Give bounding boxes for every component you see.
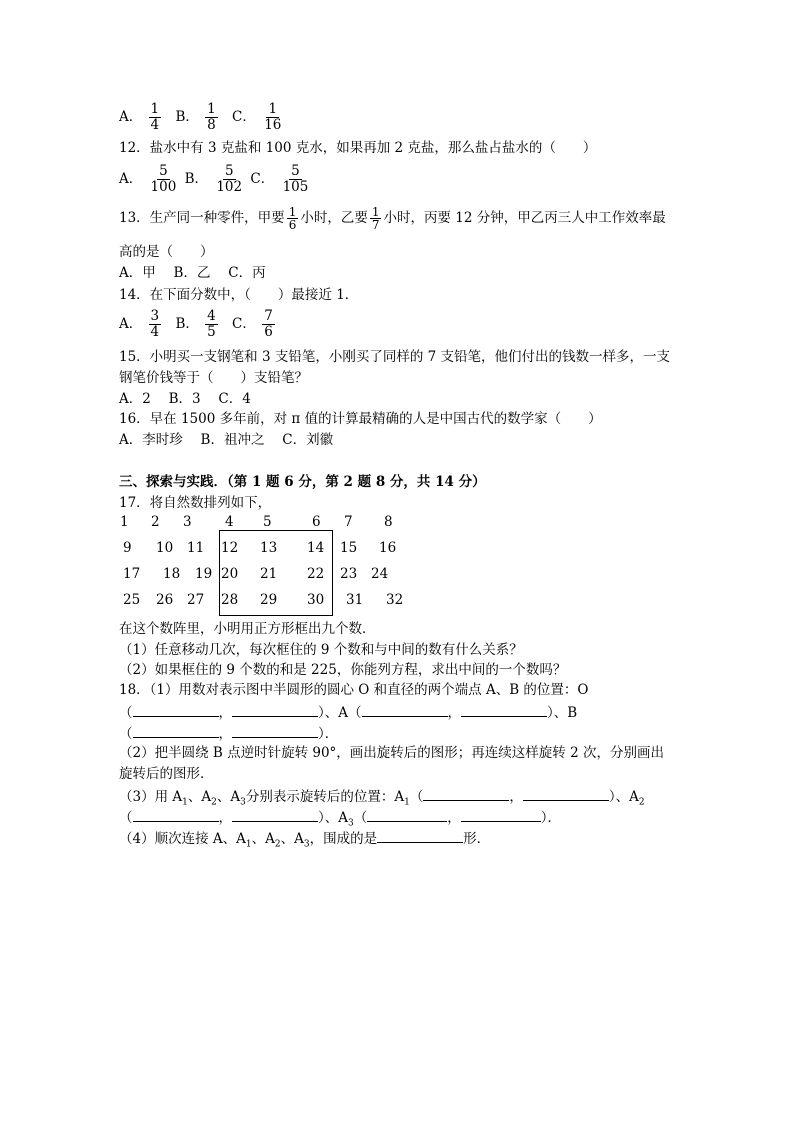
q12-options: A． $\frac{5}{100}$ B． $\frac{5}{102}$ C． $\frac{5}{105}$ — [119, 163, 309, 195]
answer-blank[interactable] — [232, 724, 318, 738]
grid-number: 5 — [263, 514, 272, 530]
answer-blank[interactable] — [377, 829, 463, 843]
grid-number: 30 — [307, 592, 325, 608]
fraction: $\frac{5}{102}$ — [216, 163, 243, 195]
q18-line5: 旋转后的图形． — [119, 766, 214, 782]
q17-sub2: （2）如果框住的 9 个数的和是 225，你能列方程，求出中间的一个数吗？ — [119, 662, 567, 678]
fraction: $\frac{7}{6}$ — [264, 308, 273, 340]
option-b-label: B． — [175, 109, 199, 125]
q17-intro: 17．将自然数排列如下， — [119, 495, 272, 511]
grid-number: 6 — [312, 514, 321, 530]
grid-number: 20 — [221, 566, 239, 582]
grid-number: 25 — [123, 592, 141, 608]
q15-line2: 钢笔价钱等于（ ）支铅笔？ — [119, 370, 308, 386]
grid-number: 11 — [187, 540, 205, 556]
q14-options: A． $\frac{3}{4}$ B． $\frac{4}{5}$ C． $\frac{7}{6}$ — [119, 308, 273, 340]
q14-text: 14．在下面分数中，（ ）最接近 1． — [119, 287, 359, 303]
q18-line6: （3）用 $A_1$、$A_2$、$A_3$分别表示旋转后的位置：$A_1$（ ， ）、$A_2$ — [119, 789, 645, 808]
grid-number: 15 — [340, 540, 358, 556]
fraction: $\frac{4}{5}$ — [207, 308, 216, 340]
option-a-label: A． — [119, 109, 143, 125]
grid-number: 29 — [260, 592, 278, 608]
answer-blank[interactable] — [367, 808, 447, 822]
grid-number: 10 — [156, 540, 174, 556]
grid-number: 16 — [379, 540, 397, 556]
grid-number: 24 — [371, 566, 389, 582]
q18-line3: （ ， ）． — [119, 726, 339, 742]
answer-blank[interactable] — [133, 724, 219, 738]
grid-number: 27 — [187, 592, 205, 608]
fraction: $\frac{1}{8}$ — [207, 101, 216, 133]
fraction: $\frac{1}{4}$ — [150, 101, 160, 133]
grid-number: 1 — [120, 514, 129, 530]
q13-options: A．甲 B．乙 C．丙 — [119, 265, 266, 281]
answer-blank[interactable] — [232, 703, 318, 717]
grid-number: 7 — [344, 514, 353, 530]
q12-text: 12．盐水中有 3 克盐和 100 克水，如果再加 2 克盐，那么盐占盐水的（ ） — [119, 140, 597, 156]
q16-line1: 16．早在 1500 多年前，对 π 值的计算最精确的人是中国古代的数学家（ ） — [119, 411, 602, 427]
grid-number: 28 — [221, 592, 239, 608]
section-heading: 三、探索与实践．（第 1 题 6 分，第 2 题 8 分，共 14 分） — [119, 474, 486, 490]
answer-blank[interactable] — [362, 703, 448, 717]
answer-blank[interactable] — [232, 808, 318, 822]
grid-number: 22 — [307, 566, 325, 582]
q15-options: A．2 B．3 C．4 — [119, 391, 251, 407]
answer-blank[interactable] — [133, 703, 219, 717]
grid-number: 31 — [346, 592, 364, 608]
q18-line4: （2）把半圆绕 B 点逆时针旋转 90°，画出旋转后的图形；再连续这样旋转 2 次，分别画出 — [119, 745, 664, 761]
q17-sub1: （1）任意移动几次，每次框住的 9 个数和与中间的数有什么关系？ — [119, 642, 523, 658]
grid-number: 8 — [384, 514, 393, 530]
fraction: $\frac{1}{7}$ — [371, 205, 380, 232]
answer-blank[interactable] — [423, 787, 509, 801]
grid-number: 17 — [123, 566, 141, 582]
answer-blank[interactable] — [133, 808, 219, 822]
q18-line2: （ ， ）、A（ ， ）、B — [119, 705, 578, 721]
grid-number: 9 — [123, 540, 132, 556]
answer-blank[interactable] — [461, 808, 541, 822]
q18-line8: （4）顺次连接 A、$A_1$、$A_2$、$A_3$，围成的是 形． — [119, 831, 491, 850]
grid-number: 14 — [307, 540, 325, 556]
grid-number: 19 — [195, 566, 213, 582]
selection-square — [219, 530, 333, 616]
q13-line2: 高的是（ ） — [119, 244, 214, 260]
grid-number: 21 — [260, 566, 278, 582]
fraction: $\frac{1}{6}$ — [288, 205, 297, 232]
answer-blank[interactable] — [461, 703, 547, 717]
grid-number: 12 — [221, 540, 239, 556]
q18-line1: 18．（1）用数对表示图中半圆形的圆心 O 和直径的两个端点 A、B 的位置：O — [119, 682, 589, 698]
grid-number: 13 — [260, 540, 278, 556]
grid-number: 23 — [340, 566, 358, 582]
q11-options — [119, 102, 285, 133]
q17-after: 在这个数阵里，小明用正方形框出九个数． — [119, 621, 376, 637]
grid-number: 2 — [151, 514, 160, 530]
grid-number: 18 — [163, 566, 181, 582]
q16-options: A．李时珍 B．祖冲之 C．刘徽 — [119, 432, 334, 448]
fraction: $\frac{5}{100}$ — [150, 163, 177, 195]
q13-text: 13．生产同一种零件，甲要 $\frac{1}{6}$ 小时，乙要 $\frac{1}{7}$ 小时，丙要 12 分钟，甲乙丙三人中工作效率最 — [119, 205, 666, 232]
answer-blank[interactable] — [523, 787, 609, 801]
fraction: $\frac{3}{4}$ — [150, 308, 160, 340]
fraction: $\frac{5}{105}$ — [282, 163, 309, 195]
q18-line7: （ ， ）、$A_3$（ ， ）． — [119, 810, 561, 829]
q15-line1: 15．小明买一支钢笔和 3 支铅笔，小刚买了同样的 7 支铅笔，他们付出的钱数一样多，一支 — [119, 349, 671, 365]
grid-number: 32 — [386, 592, 404, 608]
grid-number: 4 — [225, 514, 234, 530]
fraction: $\frac{1}{16}$ — [264, 101, 282, 133]
grid-number: 3 — [183, 514, 192, 530]
grid-number: 26 — [156, 592, 174, 608]
option-c-label: C． — [232, 109, 256, 125]
